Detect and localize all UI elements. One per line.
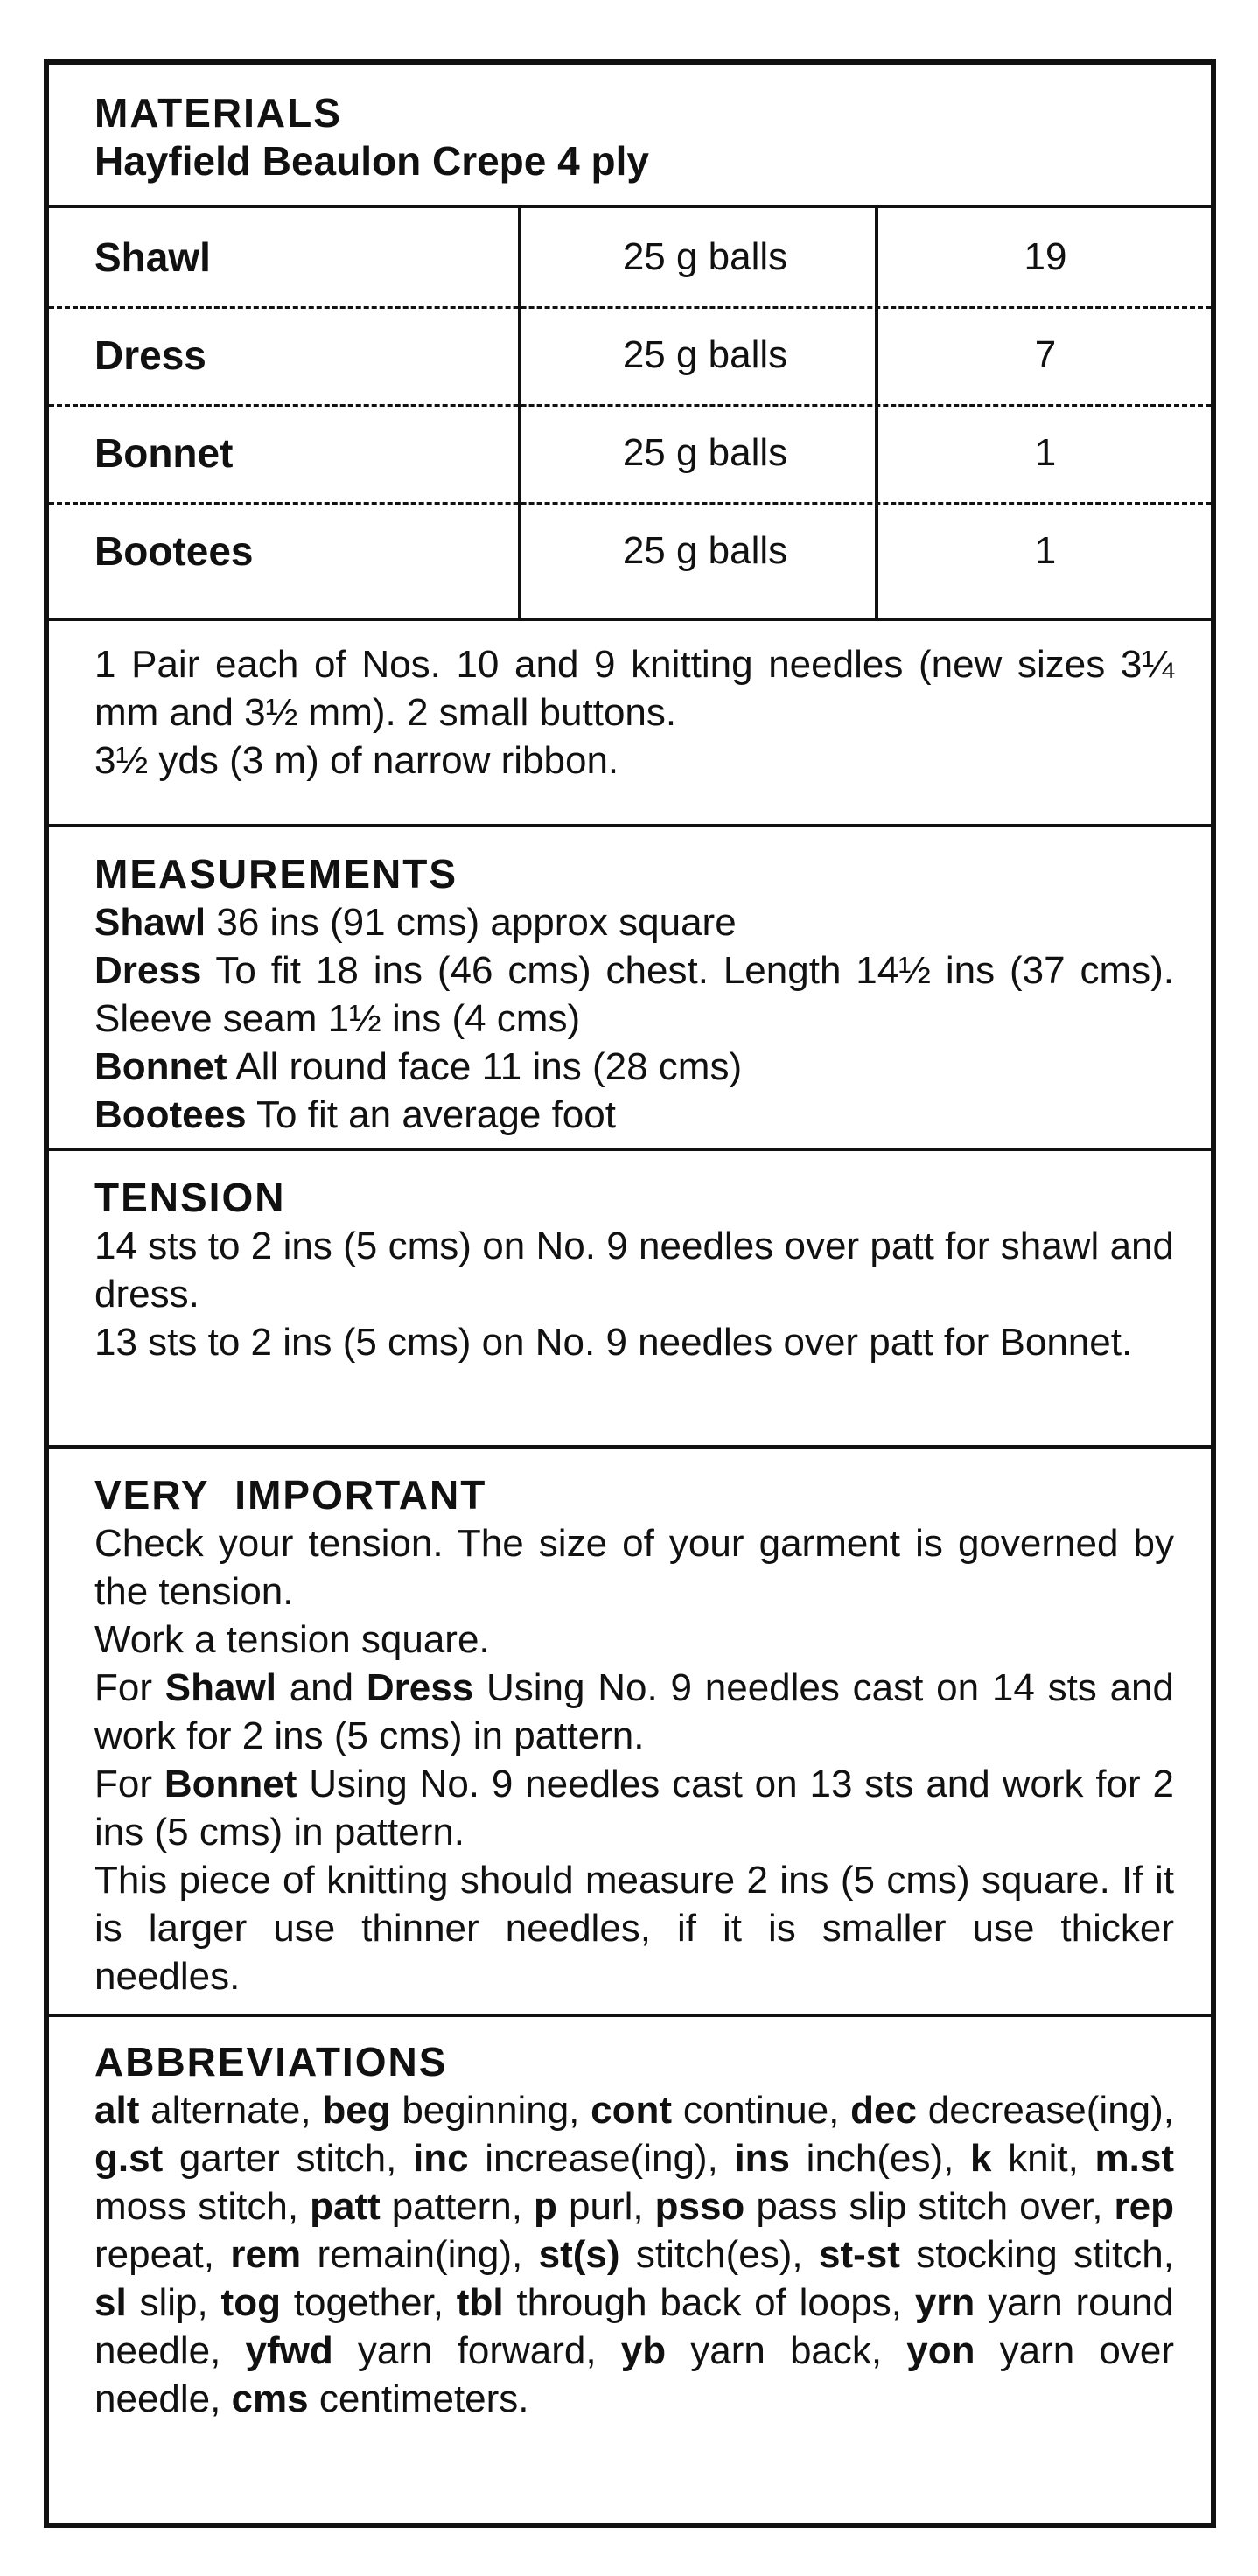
abbreviations-list: [94, 2086, 1174, 2423]
abbreviation-meaning: alternate,: [139, 2089, 323, 2132]
abbreviation-term: ins: [734, 2137, 791, 2180]
abbreviation-term: sl: [94, 2281, 127, 2324]
abbreviation-meaning: yarn forward,: [332, 2329, 621, 2372]
abbreviation-meaning: beginning,: [390, 2089, 591, 2132]
abbreviation-term: p: [534, 2185, 557, 2228]
item-qty: 7: [1034, 333, 1057, 376]
item-name: Dress: [94, 332, 206, 378]
table-row: [49, 502, 1211, 600]
abbreviation-term: yfwd: [245, 2329, 333, 2372]
materials-section: [49, 65, 1211, 208]
item-unit: 25 g balls: [622, 333, 788, 376]
abbreviation-meaning: moss stitch,: [94, 2185, 311, 2228]
yarn-name: Hayfield Beaulon Crepe 4 ply: [94, 138, 649, 184]
abbreviation-term: k: [970, 2137, 992, 2180]
item-unit: 25 g balls: [622, 235, 788, 278]
abbreviation-meaning: decrease(ing),: [917, 2089, 1175, 2132]
important-line: Work a tension square.: [94, 1618, 490, 1661]
item-unit: 25 g balls: [622, 431, 788, 474]
abbreviation-meaning: slip,: [126, 2281, 221, 2324]
abbreviation-term: yrn: [914, 2281, 975, 2324]
measurements-heading: MEASUREMENTS: [94, 851, 458, 897]
abbreviations-heading: ABBREVIATIONS: [94, 2039, 448, 2084]
item-name: Shawl: [94, 234, 211, 280]
needles-section: [49, 618, 1211, 827]
table-row: [49, 404, 1211, 502]
item-name: Bootees: [94, 528, 254, 574]
abbreviation-meaning: increase(ing),: [468, 2137, 735, 2180]
text-run-bold: Bonnet: [164, 1763, 297, 1805]
abbreviation-meaning: centimeters.: [308, 2377, 529, 2420]
measurement-item: [94, 946, 1174, 1043]
materials-table: [49, 208, 1211, 621]
abbreviation-term: beg: [322, 2089, 391, 2132]
abbreviation-meaning: purl,: [556, 2185, 655, 2228]
text-run: For: [94, 1763, 164, 1805]
abbreviation-term: alt: [94, 2089, 140, 2132]
measurement-text: 36 ins (91 cms) approx square: [206, 901, 737, 944]
tension-line: 14 sts to 2 ins (5 cms) on No. 9 needles over patt for shawl and dress.: [94, 1225, 1174, 1316]
needles-text: 1 Pair each of Nos. 10 and 9 knitting needles (new sizes 3¼ mm and 3½ mm). 2 small buttons.: [94, 643, 1174, 734]
tension-heading: TENSION: [94, 1175, 286, 1220]
important-line: [94, 1760, 1174, 1856]
abbreviation-term: yon: [906, 2329, 975, 2372]
tension-section: [49, 1151, 1211, 1449]
abbreviation-meaning: remain(ing),: [301, 2233, 539, 2276]
table-row: [49, 306, 1211, 404]
table-row: [49, 208, 1211, 306]
abbreviation-term: st-st: [818, 2233, 900, 2276]
abbreviation-term: rem: [230, 2233, 302, 2276]
measurement-text: All round face 11 ins (28 cms): [227, 1045, 743, 1088]
abbreviation-term: st(s): [538, 2233, 620, 2276]
abbreviation-meaning: stocking stitch,: [899, 2233, 1174, 2276]
abbreviation-term: inc: [413, 2137, 469, 2180]
tension-line: 13 sts to 2 ins (5 cms) on No. 9 needles over patt for Bonnet.: [94, 1321, 1133, 1364]
abbreviation-meaning: continue,: [672, 2089, 851, 2132]
measurement-label: Bootees: [94, 1093, 247, 1136]
abbreviation-term: cont: [591, 2089, 673, 2132]
abbreviation-term: psso: [654, 2185, 745, 2228]
abbreviation-meaning: knit,: [991, 2137, 1095, 2180]
measurement-label: Shawl: [94, 901, 206, 944]
measurement-label: Bonnet: [94, 1045, 227, 1088]
text-run-bold: Dress: [366, 1666, 474, 1709]
abbreviation-meaning: pass slip stitch over,: [744, 2185, 1115, 2228]
measurements-section: [49, 827, 1211, 1151]
abbreviation-meaning: garter stitch,: [163, 2137, 414, 2180]
measurement-text: To fit an average foot: [246, 1093, 616, 1136]
measurement-item: [94, 1043, 1174, 1091]
abbreviation-meaning: yarn round needle,: [94, 2281, 1175, 2372]
important-line: [94, 1664, 1174, 1760]
abbreviation-term: g.st: [94, 2137, 164, 2180]
item-unit: 25 g balls: [622, 529, 788, 572]
abbreviation-meaning: together,: [280, 2281, 457, 2324]
abbreviations-section: [49, 2017, 1211, 2523]
important-heading: VERY IMPORTANT: [94, 1472, 487, 1518]
abbreviation-term: m.st: [1094, 2137, 1174, 2180]
abbreviation-meaning: stitch(es),: [619, 2233, 819, 2276]
abbreviation-meaning: inch(es),: [790, 2137, 971, 2180]
item-qty: 19: [1024, 235, 1067, 278]
ribbon-text: 3½ yds (3 m) of narrow ribbon.: [94, 739, 619, 782]
pattern-info-box: [44, 59, 1216, 2528]
abbreviation-meaning: yarn back,: [666, 2329, 907, 2372]
measurement-label: Dress: [94, 949, 202, 992]
important-line: Check your tension. The size of your garment is governed by the tension.: [94, 1522, 1174, 1613]
abbreviation-meaning: through back of loops,: [503, 2281, 915, 2324]
materials-heading: MATERIALS: [94, 90, 342, 136]
text-run: Using No. 9 needles cast on 13 sts and work for 2 ins (5 cms) in pattern.: [94, 1763, 1174, 1853]
measurement-item: [94, 1091, 1174, 1139]
abbreviation-term: yb: [620, 2329, 667, 2372]
abbreviation-term: tog: [220, 2281, 281, 2324]
important-section: [49, 1449, 1211, 2017]
text-run: For: [94, 1666, 165, 1709]
abbreviation-meaning: yarn over needle,: [94, 2329, 1174, 2420]
abbreviation-term: patt: [310, 2185, 381, 2228]
abbreviation-term: dec: [850, 2089, 917, 2132]
text-run: and: [276, 1666, 367, 1709]
abbreviation-term: tbl: [456, 2281, 504, 2324]
item-qty: 1: [1034, 529, 1057, 572]
measurement-text: To fit 18 ins (46 cms) chest. Length 14½ ins (37 cms). Sleeve seam 1½ ins (4 cms): [94, 949, 1174, 1040]
abbreviation-term: rep: [1114, 2185, 1175, 2228]
item-name: Bonnet: [94, 430, 234, 476]
abbreviation-meaning: pattern,: [380, 2185, 535, 2228]
item-qty: 1: [1034, 431, 1057, 474]
important-line: This piece of knitting should measure 2 ins (5 cms) square. If it is larger use thinner needles, if it is smaller use thicker needles.: [94, 1859, 1174, 1998]
measurement-item: [94, 898, 1174, 946]
abbreviation-term: cms: [231, 2377, 309, 2420]
abbreviation-meaning: repeat,: [94, 2233, 231, 2276]
text-run: Using No. 9 needles cast on 14 sts and work for 2 ins (5 cms) in pattern.: [94, 1666, 1174, 1757]
text-run-bold: Shawl: [164, 1666, 276, 1709]
